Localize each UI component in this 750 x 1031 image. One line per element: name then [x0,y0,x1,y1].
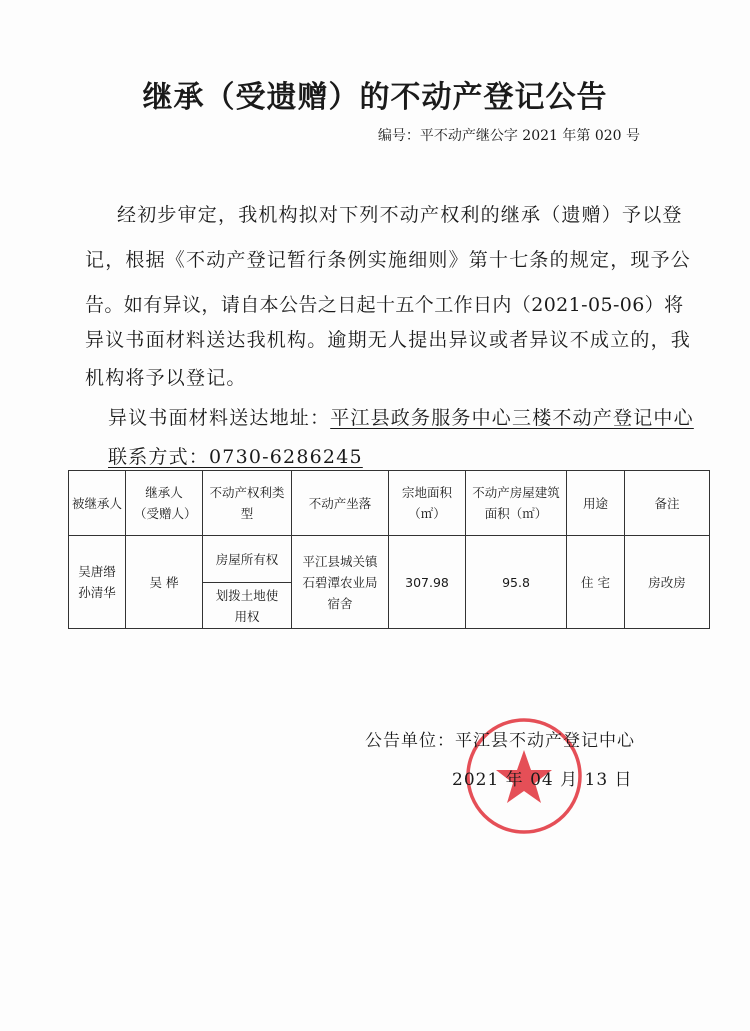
header-cell: 不动产房屋建筑面积（㎡） [466,471,567,536]
page-title: 继承（受遗赠）的不动产登记公告 [142,80,608,115]
right-type-cell: 划拨土地使用权 [203,583,292,629]
header-cell: 不动产权利类 型 [203,471,292,536]
usage-cell: 住 宅 [567,536,625,629]
sign-unit: 公告单位：平江县不动产登记中心 [365,731,635,751]
announcement-date: 2021 年 04 月 13 日 [452,770,633,790]
document-number: 编号：平不动产继公字 2021 年第 020 号 [377,128,640,144]
body-line: 告。如有异议，请自本公告之日起十五个工作日内（2021-05-06）将 [85,294,684,316]
header-cell: 继承人（受赠人） [126,471,203,536]
location-cell: 平江县城关镇石碧潭农业局宿舍 [292,536,389,629]
header-cell: 被继承人 [69,471,126,536]
building-area-cell: 95.8 [466,536,567,629]
remark-cell: 房改房 [625,536,710,629]
land-area-cell: 307.98 [389,536,466,629]
property-table [68,470,710,629]
header-cell: 备注 [625,471,710,536]
header-cell: 宗地面积（㎡） [389,471,466,536]
header-cell: 不动产坐落 [292,471,389,536]
contact: 联系方式：0730-6286245 [108,446,363,468]
address-line [108,403,694,430]
heir-cell: 吴 桦 [126,536,203,629]
body-line: 异议书面材料送达我机构。逾期无人提出异议或者异议不成立的，我 [85,329,692,351]
decedent-cell: 吴唐缗孙清华 [69,536,126,629]
header-cell: 用途 [567,471,625,536]
address: 平江县政务服务中心三楼不动产登记中心 [330,407,694,429]
right-type-cell: 房屋所有权 [203,536,292,583]
body-line: 记，根据《不动产登记暂行条例实施细则》第十七条的规定，现予公 [85,249,692,271]
address-label: 异议书面材料送达地址： [108,407,331,429]
body-line: 经初步审定，我机构拟对下列不动产权利的继承（遗赠）予以登 [117,204,683,226]
body-line: 机构将予以登记。 [85,367,247,389]
